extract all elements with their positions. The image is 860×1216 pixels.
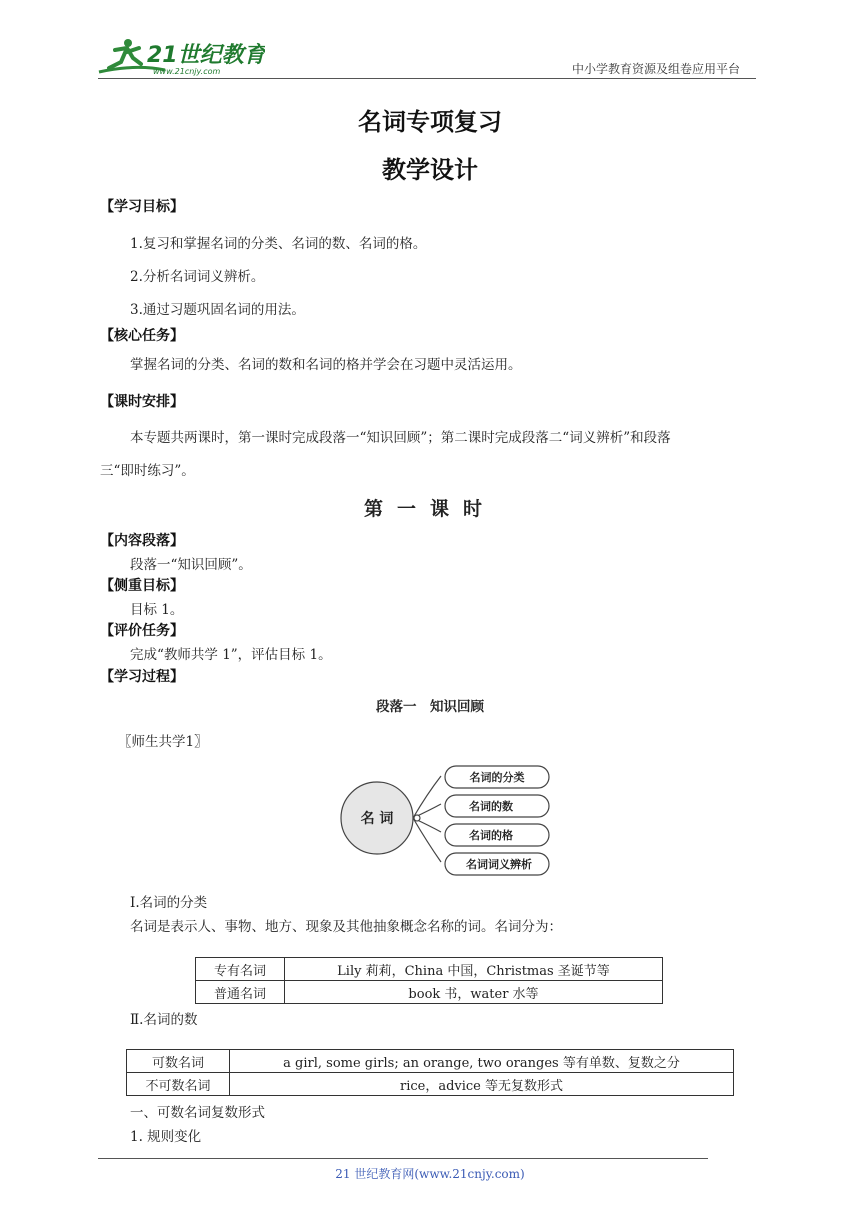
table-cell: 专有名词 xyxy=(196,958,285,981)
noun-number-table xyxy=(126,1049,734,1096)
schedule-text-line2: 三“即时练习”。 xyxy=(100,463,195,479)
page-subtitle: 教学设计 xyxy=(382,155,478,184)
table-cell: 不可数名词 xyxy=(127,1073,230,1096)
focus-text: 目标 1。 xyxy=(130,602,184,618)
mindmap-branch-label: 名词词义辨析 xyxy=(466,858,532,871)
table-row xyxy=(196,981,663,1004)
objective-item: 2.分析名词词义辨析。 xyxy=(130,269,265,285)
objective-item: 3.通过习题巩固名词的用法。 xyxy=(130,302,305,318)
header-platform-text: 中小学教育资源及组卷应用平台 xyxy=(572,62,741,76)
paragraph-heading: 段落一 知识回顾 xyxy=(376,699,484,715)
table-cell: a girl, some girls; an orange, two oranges 等有单数、复数之分 xyxy=(230,1050,734,1073)
plural-forms-heading: 一、可数名词复数形式 xyxy=(130,1105,265,1121)
noun-classification-table xyxy=(195,957,663,1004)
table-cell: 普通名词 xyxy=(196,981,285,1004)
schedule-text-line1: 本专题共两课时，第一课时完成段落一“知识回顾”；第二课时完成段落二“词义辨析”和段落 xyxy=(130,430,671,446)
footer-link[interactable]: 21 世纪教育网(www.21cnjy.com) xyxy=(335,1167,525,1181)
objectives-heading: 【学习目标】 xyxy=(100,199,184,215)
focus-heading: 【侧重目标】 xyxy=(100,578,184,594)
site-logo xyxy=(95,34,265,78)
mindmap-branch-label: 名词的格 xyxy=(469,829,513,842)
runner-logo-icon xyxy=(95,34,265,78)
table-row xyxy=(127,1073,734,1096)
core-task-heading: 【核心任务】 xyxy=(100,328,184,344)
eval-text: 完成“教师共学 1”，评估目标 1。 xyxy=(130,647,332,663)
content-heading: 【内容段落】 xyxy=(100,533,184,549)
table-cell: Lily 莉莉，China 中国，Christmas 圣诞节等 xyxy=(285,958,663,981)
mindmap-branch-label: 名词的分类 xyxy=(469,771,525,784)
co-learning-label: 〖师生共学1〗 xyxy=(118,734,208,750)
section2-heading: Ⅱ.名词的数 xyxy=(130,1012,198,1028)
page-title: 名词专项复习 xyxy=(358,107,502,136)
section1-text: 名词是表示人、事物、地方、现象及其他抽象概念名称的词。名词分为： xyxy=(130,919,562,935)
table-row xyxy=(127,1050,734,1073)
table-cell: book 书，water 水等 xyxy=(285,981,663,1004)
eval-heading: 【评价任务】 xyxy=(100,623,184,639)
logo-url: www.21cnjy.com xyxy=(153,67,221,76)
content-text: 段落一“知识回顾”。 xyxy=(130,557,252,573)
header-divider xyxy=(98,78,756,79)
logo-text: 21世纪教育 xyxy=(147,43,265,68)
process-heading: 【学习过程】 xyxy=(100,669,184,685)
table-cell: 可数名词 xyxy=(127,1050,230,1073)
mindmap-center-label: 名 词 xyxy=(360,811,394,827)
footer-divider xyxy=(98,1158,708,1159)
table-row xyxy=(196,958,663,981)
mindmap-branch-label: 名词的数 xyxy=(469,800,513,813)
objective-item: 1.复习和掌握名词的分类、名词的数、名词的格。 xyxy=(130,236,427,252)
table-cell: rice，advice 等无复数形式 xyxy=(230,1073,734,1096)
core-task-text: 掌握名词的分类、名词的数和名词的格并学会在习题中灵活运用。 xyxy=(130,357,522,373)
noun-mindmap xyxy=(335,760,560,880)
regular-change-heading: 1. 规则变化 xyxy=(130,1129,202,1145)
section1-heading: Ⅰ.名词的分类 xyxy=(130,895,208,911)
lesson-title: 第一课时 xyxy=(363,498,496,520)
schedule-heading: 【课时安排】 xyxy=(100,394,184,410)
